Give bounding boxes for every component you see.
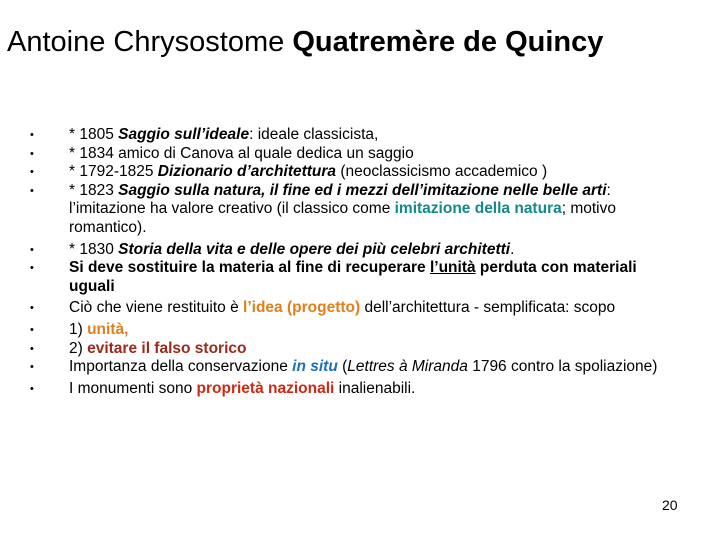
- item-text: inalienabili.: [334, 379, 416, 397]
- highlight-orange: unità,: [87, 320, 129, 338]
- list-item: [30, 145, 670, 164]
- highlight-orange: l’idea (progetto): [243, 299, 361, 317]
- bullet-list: [30, 126, 670, 398]
- item-text: * 1834 amico di Canova al quale dedica un saggio: [69, 144, 414, 162]
- bullet-icon: •: [30, 361, 34, 374]
- item-text: (: [337, 358, 348, 376]
- bullet-icon: •: [30, 243, 34, 256]
- list-item: [30, 182, 670, 238]
- page-number: 20: [662, 497, 678, 513]
- item-text: I monumenti sono: [69, 379, 197, 397]
- item-text: ; motivo romantico).: [69, 200, 616, 236]
- bullet-icon: •: [30, 323, 34, 336]
- list-item: [30, 358, 670, 377]
- list-item: [30, 241, 670, 260]
- item-text: .: [510, 240, 515, 258]
- highlight-teal: imitazione della natura: [394, 200, 562, 218]
- bullet-icon: •: [30, 129, 34, 141]
- item-text: * 1830: [69, 240, 119, 258]
- item-text: * 1792-1825: [69, 163, 158, 181]
- bullet-icon: •: [30, 184, 34, 197]
- highlight-red: proprietà nazionali: [196, 379, 335, 397]
- book-title: Dizionario d’architettura: [157, 163, 337, 181]
- item-text: * 1823: [69, 181, 119, 199]
- book-title: Lettres à Miranda: [347, 358, 468, 376]
- item-text: Si deve sostituire la materia al fine di recuperare: [69, 259, 430, 277]
- item-text: dell’architettura - semplificata: scopo: [360, 299, 616, 317]
- list-item: [30, 380, 670, 399]
- item-text: 1): [69, 320, 88, 338]
- bullet-icon: •: [30, 147, 34, 160]
- item-text: (neoclassicismo accademico ): [336, 163, 548, 181]
- item-text: Ciò che viene restituito è: [69, 299, 244, 317]
- bullet-icon: •: [30, 382, 34, 395]
- underlined-term: l’unità: [429, 259, 476, 277]
- list-item: [30, 321, 670, 340]
- list-item: [30, 299, 670, 318]
- highlight-blue: in situ: [292, 358, 338, 376]
- list-item: [30, 126, 670, 145]
- title-name: Antoine Chrysostome: [7, 26, 293, 58]
- list-item: [30, 163, 670, 182]
- book-title: Saggio sulla natura, il fine ed i mezzi dell’imitazione nelle belle arti: [118, 181, 607, 199]
- slide-title: [7, 26, 603, 59]
- item-text: Importanza della conservazione: [69, 358, 293, 376]
- item-text: 2): [69, 339, 88, 357]
- bullet-icon: •: [30, 166, 34, 179]
- item-text: 1796 contro la spoliazione): [467, 358, 658, 376]
- bullet-icon: •: [30, 342, 34, 355]
- book-title: Storia della vita e delle opere dei più celebri architetti: [118, 240, 511, 258]
- item-text: * 1805: [69, 126, 119, 143]
- item-text: : ideale classicista,: [249, 126, 379, 143]
- item-text: : l’imitazione ha valore creativo (il classico come: [69, 181, 611, 218]
- item-text: perduta con materiali uguali: [69, 259, 637, 295]
- list-item: [30, 259, 670, 296]
- title-surname: Quatremère de Quincy: [292, 26, 604, 58]
- bullet-icon: •: [30, 302, 34, 315]
- bullet-icon: •: [30, 262, 34, 275]
- list-item: [30, 340, 670, 359]
- book-title: Saggio sull’ideale: [118, 126, 250, 143]
- highlight-maroon: evitare il falso storico: [87, 339, 247, 357]
